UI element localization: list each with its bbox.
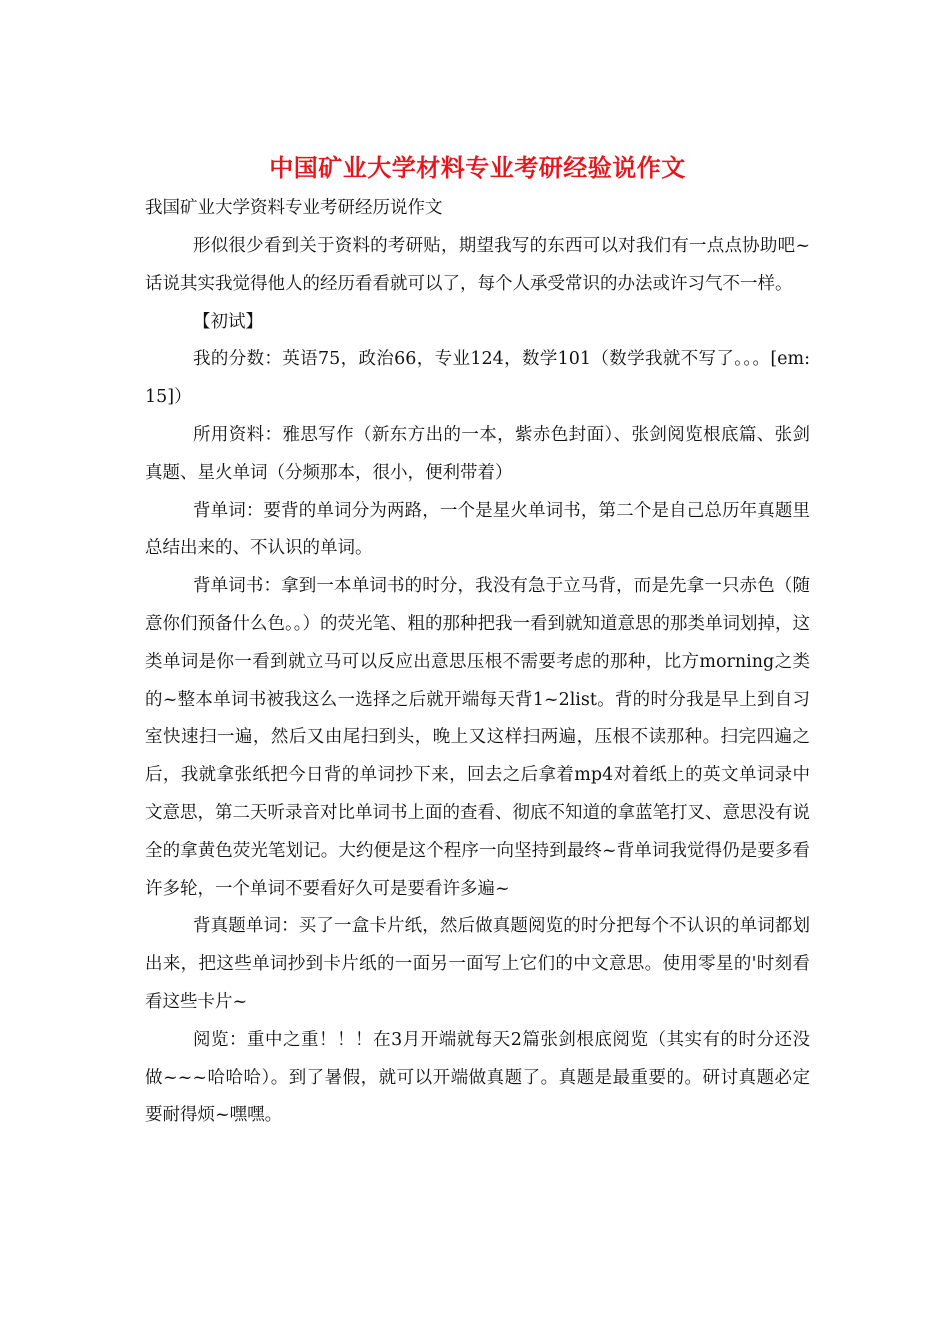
paragraph-intro: 形似很少看到关于资料的考研贴，期望我写的东西可以对我们有一点点协助吧~话说其实我觉得他人的经历看看就可以了，每个人承受常识的办法或许习气不一样。 [145, 236, 810, 294]
paragraph-exam-vocabulary: 背真题单词：买了一盒卡片纸，然后做真题阅览的时分把每个不认识的单词都划出来，把这些单词抄到卡片纸的一面另一面写上它们的中文意思。使用零星的'时刻看看这些卡片~ [145, 916, 810, 1012]
section-heading-preliminary-exam: 【初试】 [193, 311, 263, 332]
paragraph-scores: 我的分数：英语75，政治66，专业124，数学101（数学我就不写了。。。[em:15]） [145, 349, 810, 408]
document-title: 中国矿业大学材料专业考研经验说作文 [269, 154, 686, 182]
document-subtitle: 我国矿业大学资料专业考研经历说作文 [145, 198, 443, 218]
paragraph-vocabulary-book: 背单词书：拿到一本单词书的时分，我没有急于立马背，而是先拿一只赤色（随意你们预备什么色。。）的荧光笔、粗的那种把我一看到就知道意思的那类单词划掉，这类单词是你一看到就立马可以反应出意思压根不需要考虑的那种，比方morning之类的~整本单词书被我这么一选择之后就开端每天背1~2list。背的时分我是早上到自习室快速扫一遍，然后又由尾扫到头，晚上又这样扫两遍，压根不读那种。扫完四遍之后，我就拿张纸把今日背的单词抄下来，回去之后拿着mp4对着纸上的英文单词录中文意思，第二天听录音对比单词书上面的查看、彻底不知道的拿蓝笔打叉、意思没有说全的拿黄色荧光笔划记。大约便是这个程序一向坚持到最终~背单词我觉得仍是要多看许多轮，一个单词不要看好久可是要看许多遍~ [145, 576, 810, 899]
paragraph-vocabulary: 背单词：要背的单词分为两路，一个是星火单词书，第二个是自己总历年真题里总结出来的、不认识的单词。 [145, 500, 810, 559]
paragraph-reading: 阅览：重中之重！！！在3月开端就每天2篇张剑根底阅览（其实有的时分还没做~~~哈哈哈）。到了暑假，就可以开端做真题了。真题是最重要的。研讨真题必定要耐得烦~嘿嘿。 [145, 1029, 810, 1126]
document-page [145, 148, 810, 1135]
paragraph-materials: 所用资料：雅思写作（新东方出的一本，紫赤色封面）、张剑阅览根底篇、张剑真题、星火单词（分频那本，很小，便利带着） [145, 424, 810, 483]
